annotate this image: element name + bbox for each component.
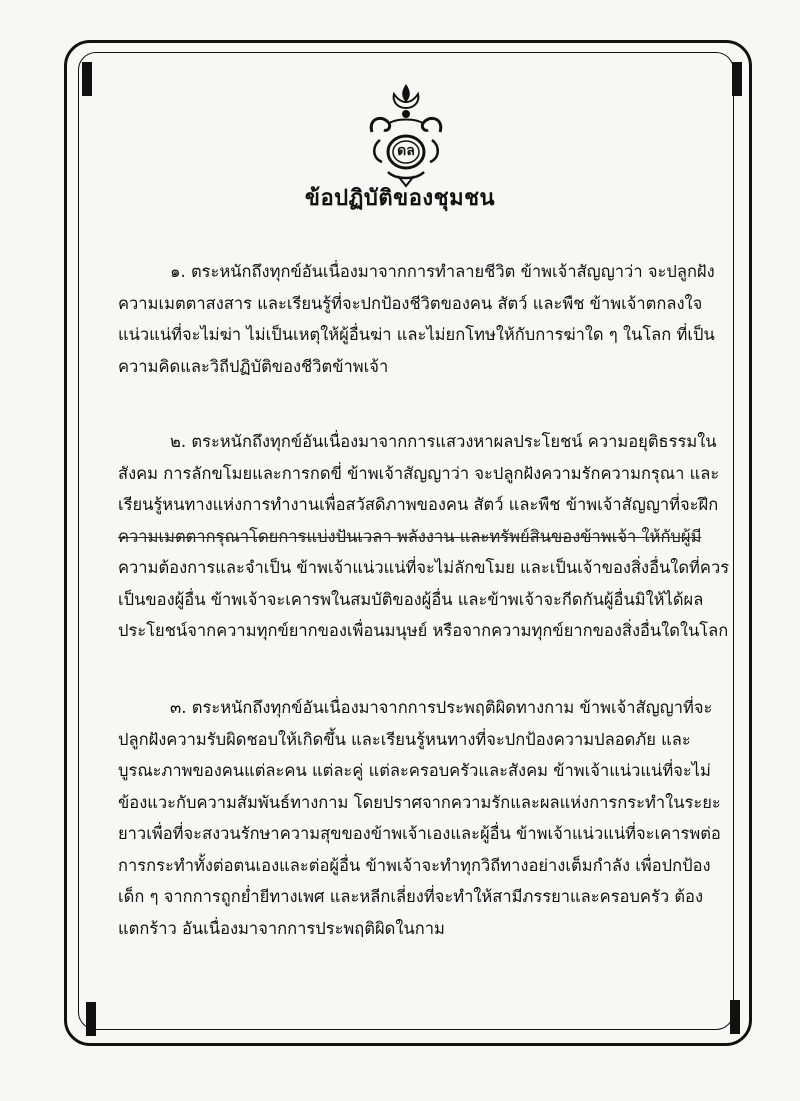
border-ornament-top-left bbox=[82, 62, 92, 96]
border-ornament-top-right bbox=[732, 62, 742, 96]
emblem-logo bbox=[358, 80, 454, 190]
paragraph-line: เป็นของผู้อื่น ข้าพเจ้าจะเคารพในสมบัติของผู้อื่น และข้าพเจ้าจะกีดกันผู้อื่นมิให้ได้ผล bbox=[118, 589, 704, 609]
paragraph-line: แตกร้าว อันเนื่องมาจากการประพฤติผิดในกาม bbox=[118, 918, 445, 938]
paragraph-line: ความเมตตาสงสาร และเรียนรู้ที่จะปกป้องชีวิตของคน สัตว์ และพืช ข้าพเจ้าตกลงใจ bbox=[118, 293, 703, 313]
page-title: ข้อปฏิบัติของชุมชน bbox=[304, 185, 496, 211]
paragraph-line: ๑. ตระหนักถึงทุกข์อันเนื่องมาจากการทำลายชีวิต ข้าพเจ้าสัญญาว่า จะปลูกฝัง bbox=[170, 262, 715, 281]
paragraph-line: การกระทำทั้งต่อตนเองและต่อผู้อื่น ข้าพเจ้าจะทำทุกวิถีทางอย่างเต็มกำลัง เพื่อปกป้อง bbox=[118, 855, 711, 875]
paragraph-1 bbox=[118, 256, 730, 382]
paragraph-line: บูรณะภาพของคนแต่ละคน แต่ละคู่ แต่ละครอบครัวและสังคม ข้าพเจ้าแน่วแน่ที่จะไม่ bbox=[118, 761, 711, 780]
paragraph-line: แน่วแน่ที่จะไม่ฆ่า ไม่เป็นเหตุให้ผู้อื่นฆ่า และไม่ยกโทษให้กับการฆ่าใด ๆ ในโลก ที่เป็น bbox=[118, 325, 715, 344]
paragraph-line: เด็ก ๆ จากการถูกย่ำยีทางเพศ และหลีกเลี่ยงที่จะทำให้สามีภรรยาและครอบครัว ต้อง bbox=[118, 887, 704, 906]
paragraph-line: ความคิดและวิถีปฏิบัติของชีวิตข้าพเจ้า bbox=[118, 356, 389, 376]
paragraph-line: ปลูกฝังความรับผิดชอบให้เกิดขึ้น และเรียนรู้หนทางที่จะปกป้องความปลอดภัย และ bbox=[118, 729, 691, 749]
paragraph-line: เรียนรู้หนทางแห่งการทำงานเพื่อสวัสดิภาพของคน สัตว์ และพืช ข้าพเจ้าสัญญาที่จะฝึก bbox=[118, 495, 719, 514]
paragraph-3 bbox=[118, 692, 730, 944]
border-ornament-bottom-left bbox=[86, 1002, 96, 1036]
paragraph-line-struck: ความเมตตากรุณาโดยการแบ่งปันเวลา พลังงาน และทรัพย์สินของข้าพเจ้า ให้กับผู้มี bbox=[118, 526, 702, 546]
paragraph-line: ๓. ตระหนักถึงทุกข์อันเนื่องมาจากการประพฤติผิดทางกาม ข้าพเจ้าสัญญาที่จะ bbox=[170, 698, 713, 717]
emblem-letters: ดล bbox=[397, 143, 415, 159]
paragraph-line: ข้องแวะกับความสัมพันธ์ทางกาม โดยปราศจากความรักและผลแห่งการกระทำในระยะ bbox=[118, 792, 721, 812]
paragraph-2 bbox=[118, 426, 730, 647]
paragraph-line: ๒. ตระหนักถึงทุกข์อันเนื่องมาจากการแสวงหาผลประโยชน์ ความอยุติธรรมใน bbox=[170, 432, 717, 451]
paragraph-line: ยาวเพื่อที่จะสงวนรักษาความสุขของข้าพเจ้าเองและผู้อื่น ข้าพเจ้าแน่วแน่ที่จะเคารพต่อ bbox=[118, 824, 721, 843]
paragraph-line: ประโยชน์จากความทุกข์ยากของเพื่อนมนุษย์ หรือจากความทุกข์ยากของสิ่งอื่นใดในโลก bbox=[118, 621, 729, 640]
border-ornament-bottom-right bbox=[730, 1000, 740, 1034]
paragraph-line: สังคม การลักขโมยและการกดขี่ ข้าพเจ้าสัญญาว่า จะปลูกฝังความรักความกรุณา และ bbox=[118, 463, 720, 483]
paragraph-line: ความต้องการและจำเป็น ข้าพเจ้าแน่วแน่ที่จะไม่ลักขโมย และเป็นเจ้าของสิ่งอื่นใดที่ควร bbox=[118, 558, 730, 577]
